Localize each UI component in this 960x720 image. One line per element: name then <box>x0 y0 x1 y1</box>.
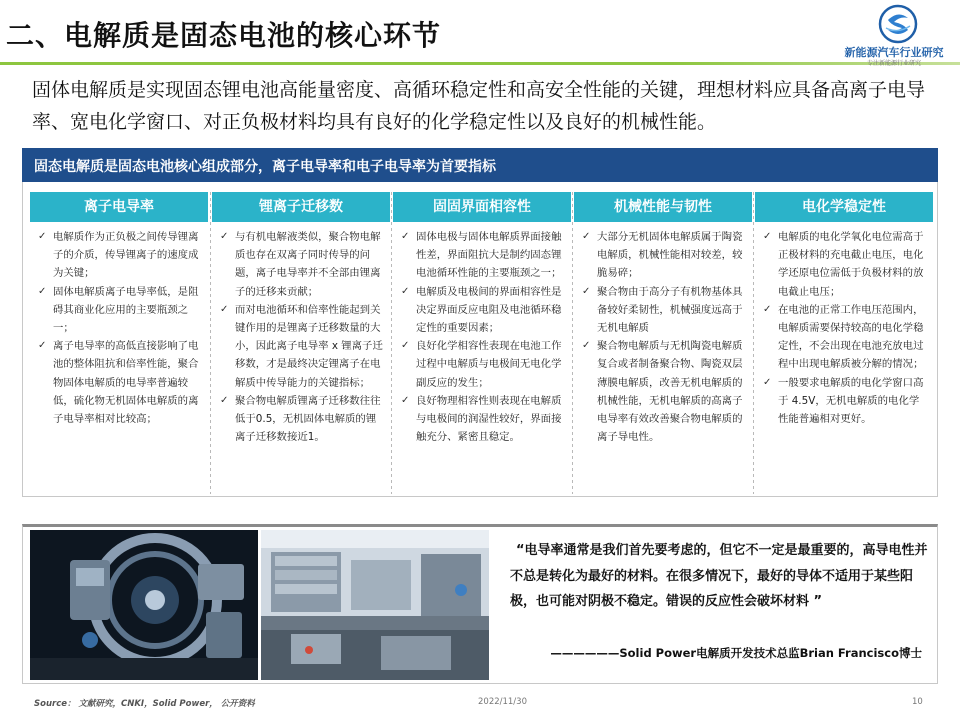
column-header: 固固界面相容性 <box>393 192 571 222</box>
page-number: 10 <box>912 697 923 707</box>
list-item: ✓ 在电池的正常工作电压范围内，电解质需要保持较高的电化学稳定性，不会出现在电池充放电过程中出现电解质被分解的情况； <box>763 301 927 374</box>
logo-swirl-icon <box>878 4 918 44</box>
laboratory-image <box>261 530 489 680</box>
brand-logo <box>828 2 960 67</box>
check-icon: ✓ <box>763 376 772 388</box>
panel-header: 固态电解质是固态电池核心组成部分，离子电导率和电子电导率为首要指标 <box>22 148 938 182</box>
column-electrochemical-stability <box>755 192 933 492</box>
report-date: 2022/11/30 <box>478 697 527 707</box>
instrument-image <box>30 530 258 680</box>
lab-instrument-photo <box>30 530 258 680</box>
column-header: 锂离子迁移数 <box>212 192 390 222</box>
list-item: ✓ 良好物理相容性则表现在电解质与电极间的润湿性较好，界面接触充分、紧密且稳定。 <box>401 392 565 447</box>
list-item: ✓ 固体电解质离子电导率低，是阻碍其商业化应用的主要瓶颈之一； <box>38 283 202 338</box>
list-item: ✓ 电解质及电极间的界面相容性是决定界面反应电阻及电池循环稳定性的重要因素； <box>401 283 565 338</box>
lab-workspace-photo <box>261 530 489 680</box>
list-item: ✓ 大部分无机固体电解质属于陶瓷电解质，机械性能相对较差，较脆易碎； <box>582 228 746 283</box>
source-note: Source： 文献研究，CNKI，Solid Power， 公开资料 <box>34 699 255 709</box>
list-item: ✓ 聚合物由于高分子有机物基体具备较好柔韧性，机械强度远高于无机电解质 <box>582 283 746 338</box>
list-item: ✓ 固体电极与固体电解质界面接触性差，界面阻抗大是制约固态锂电池循环性能的主要瓶颈之一； <box>401 228 565 283</box>
list-item: ✓ 离子电导率的高低直接影响了电池的整体阻抗和倍率性能，聚合物固体电解质的电导率普遍较低，硫化物无机固体电解质的离子电导率相对比较高； <box>38 337 202 428</box>
column-interface-compatibility <box>393 192 571 492</box>
check-icon: ✓ <box>220 303 229 315</box>
quote-author: ——————Solid Power电解质开发技术总监Brian Francisco博士 <box>550 646 922 660</box>
column-header: 电化学稳定性 <box>755 192 933 222</box>
column-divider <box>210 192 211 494</box>
page-title: 二、电解质是固态电池的核心环节 <box>6 19 442 52</box>
list-item: ✓ 而对电池循环和倍率性能起到关键作用的是锂离子迁移数量的大小，因此离子电导率 x 锂离子迁移数，才是最终决定锂离子在电解质中传导能力的关键指标； <box>220 301 384 392</box>
column-transference-number <box>212 192 390 492</box>
column-divider <box>572 192 573 494</box>
intro-paragraph: 固体电解质是实现固态锂电池高能量密度、高循环稳定性和高安全性能的关键，理想材料应具备高离子电导率、宽电化学窗口、对正负极材料均具有良好的化学稳定性以及良好的机械性能。 <box>32 79 926 133</box>
list-item: ✓ 聚合物电解质锂离子迁移数往往低于0.5，无机固体电解质的锂离子迁移数接近1。 <box>220 392 384 447</box>
title-bar <box>0 0 960 62</box>
check-icon: ✓ <box>220 231 229 242</box>
check-icon: ✓ <box>582 285 591 297</box>
logo-name: 新能源汽车行业研究 <box>844 46 944 59</box>
list-item: ✓ 与有机电解液类似，聚合物电解质也存在双离子同时传导的问题，离子电导率并不全部由锂离子的迁移来贡献； <box>220 228 384 301</box>
column-divider <box>753 192 754 494</box>
column-header: 离子电导率 <box>30 192 208 222</box>
check-icon: ✓ <box>401 340 410 352</box>
check-icon: ✓ <box>763 303 772 315</box>
check-icon: ✓ <box>38 340 47 352</box>
check-icon: ✓ <box>582 231 591 242</box>
column-divider <box>391 192 392 494</box>
logo-subtitle: 专注新能源行业研究 <box>866 60 921 67</box>
list-item: ✓ 电解质作为正负极之间传导锂离子的介质，传导锂离子的速度成为关键； <box>38 228 202 283</box>
title-underline <box>0 62 960 65</box>
check-icon: ✓ <box>582 340 591 352</box>
column-mechanical-properties <box>574 192 752 492</box>
check-icon: ✓ <box>401 285 410 297</box>
list-item: ✓ 电解质的电化学氧化电位需高于正极材料的充电截止电压，电化学还原电位需低于负极材料的放电截止电压； <box>763 228 927 301</box>
check-icon: ✓ <box>401 394 410 406</box>
check-icon: ✓ <box>763 231 772 242</box>
column-header: 机械性能与韧性 <box>574 192 752 222</box>
list-item: ✓ 聚合物电解质与无机陶瓷电解质复合或者制备聚合物、陶瓷双层薄膜电解质，改善无机电解质的机械性能，无机电解质的高离子电导率有效改善聚合物电解质的离子导电性。 <box>582 337 746 446</box>
check-icon: ✓ <box>220 394 229 406</box>
check-icon: ✓ <box>401 231 410 242</box>
expert-quote: “电导率通常是我们首先要考虑的，但它不一定是最重要的，高导电性并不总是转化为最好的材料。在很多情况下，最好的导体不适用于某些阳极，也可能对阴极不稳定。错误的反应性会破坏材料 ” <box>510 543 928 609</box>
check-icon: ✓ <box>38 231 47 242</box>
list-item: ✓ 良好化学相容性表现在电池工作过程中电解质与电极间无电化学副反应的发生； <box>401 337 565 392</box>
list-item: ✓ 一般要求电解质的电化学窗口高于 4.5V，无机电解质的电化学性能普遍相对更好。 <box>763 374 927 429</box>
column-ionic-conductivity <box>30 192 208 492</box>
check-icon: ✓ <box>38 285 47 297</box>
